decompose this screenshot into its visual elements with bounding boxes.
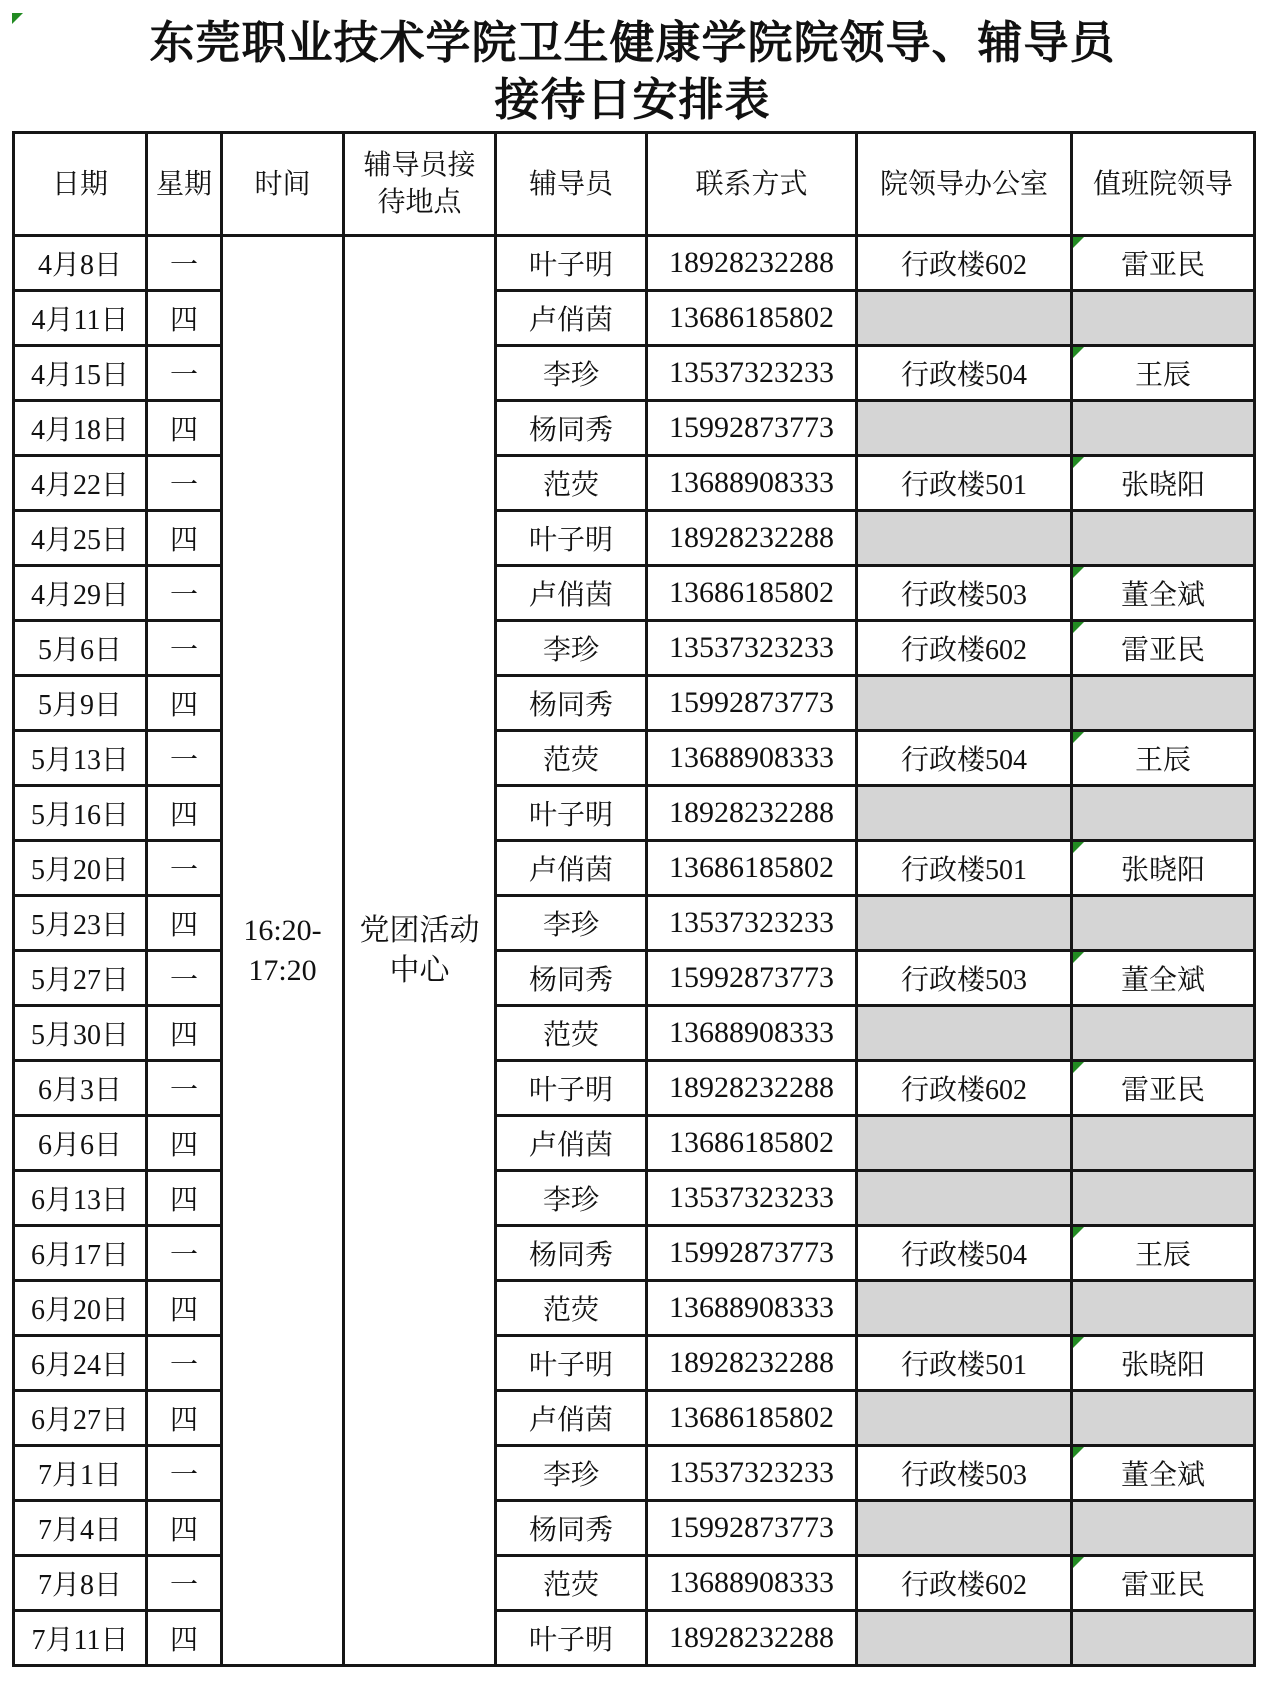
office-cell <box>857 1171 1072 1226</box>
date-cell: 6月24日 <box>14 1336 147 1391</box>
leader-name: 王辰 <box>1134 1240 1191 1271</box>
leader-cell <box>1072 1281 1255 1336</box>
office-cell: 行政楼503 <box>857 1446 1072 1501</box>
counselor-cell: 叶子明 <box>496 1611 647 1666</box>
date-cell: 7月8日 <box>14 1556 147 1611</box>
date-cell: 5月23日 <box>14 896 147 951</box>
phone-cell: 18928232288 <box>647 1061 857 1116</box>
office-cell <box>857 291 1072 346</box>
office-cell <box>857 676 1072 731</box>
table-row <box>14 1556 1255 1611</box>
phone-cell: 13688908333 <box>647 1281 857 1336</box>
leader-name: 雷亚民 <box>1120 1075 1205 1106</box>
leader-cell <box>1072 566 1255 621</box>
header-contact: 联系方式 <box>647 133 857 236</box>
phone-cell: 13688908333 <box>647 456 857 511</box>
weekday-cell: 一 <box>147 346 222 401</box>
phone-cell: 13688908333 <box>647 731 857 786</box>
table-row <box>14 291 1255 346</box>
office-cell: 行政楼602 <box>857 236 1072 291</box>
counselor-cell: 李珍 <box>496 896 647 951</box>
time-cell <box>222 236 344 1666</box>
leader-name: 董全斌 <box>1120 1460 1205 1491</box>
error-indicator-icon <box>1073 622 1084 633</box>
error-indicator-icon <box>12 13 23 24</box>
date-cell: 4月25日 <box>14 511 147 566</box>
error-indicator-icon <box>1073 567 1084 578</box>
leader-cell <box>1072 786 1255 841</box>
weekday-cell: 一 <box>147 951 222 1006</box>
date-cell: 7月1日 <box>14 1446 147 1501</box>
table-row <box>14 1391 1255 1446</box>
weekday-cell: 一 <box>147 236 222 291</box>
phone-cell: 13686185802 <box>647 1391 857 1446</box>
error-indicator-icon <box>1073 1447 1084 1458</box>
error-indicator-icon <box>1073 1557 1084 1568</box>
leader-name: 王辰 <box>1134 360 1191 391</box>
weekday-cell: 四 <box>147 401 222 456</box>
header-office: 院领导办公室 <box>857 133 1072 236</box>
date-cell: 7月11日 <box>14 1611 147 1666</box>
leader-cell <box>1072 1446 1255 1501</box>
counselor-cell: 李珍 <box>496 346 647 401</box>
date-cell: 6月13日 <box>14 1171 147 1226</box>
counselor-cell: 叶子明 <box>496 511 647 566</box>
counselor-cell: 范荧 <box>496 1556 647 1611</box>
error-indicator-icon <box>1073 457 1084 468</box>
error-indicator-icon <box>1073 732 1084 743</box>
table-row <box>14 1171 1255 1226</box>
date-cell: 7月4日 <box>14 1501 147 1556</box>
location-line-2: 中心 <box>389 953 450 987</box>
office-cell: 行政楼504 <box>857 731 1072 786</box>
weekday-cell: 一 <box>147 566 222 621</box>
leader-cell <box>1072 841 1255 896</box>
office-cell: 行政楼504 <box>857 346 1072 401</box>
phone-cell: 13688908333 <box>647 1556 857 1611</box>
header-weekday: 星期 <box>147 133 222 236</box>
table-row <box>14 731 1255 786</box>
leader-cell <box>1072 291 1255 346</box>
counselor-cell: 叶子明 <box>496 1061 647 1116</box>
header-location-line-2: 待地点 <box>377 187 462 218</box>
leader-cell <box>1072 1116 1255 1171</box>
phone-cell: 18928232288 <box>647 1336 857 1391</box>
table-row <box>14 456 1255 511</box>
office-cell <box>857 1611 1072 1666</box>
office-cell: 行政楼602 <box>857 621 1072 676</box>
office-cell <box>857 1501 1072 1556</box>
leader-name: 张晓阳 <box>1120 1350 1205 1381</box>
table-row <box>14 566 1255 621</box>
weekday-cell: 四 <box>147 1006 222 1061</box>
leader-cell <box>1072 1391 1255 1446</box>
error-indicator-icon <box>1073 1062 1084 1073</box>
date-cell: 6月3日 <box>14 1061 147 1116</box>
date-cell: 6月17日 <box>14 1226 147 1281</box>
table-row <box>14 1281 1255 1336</box>
leader-name: 王辰 <box>1134 745 1191 776</box>
error-indicator-icon <box>1073 1337 1084 1348</box>
weekday-cell: 一 <box>147 1556 222 1611</box>
table-row <box>14 1116 1255 1171</box>
phone-cell: 13537323233 <box>647 621 857 676</box>
weekday-cell: 一 <box>147 1226 222 1281</box>
weekday-cell: 四 <box>147 1171 222 1226</box>
date-cell: 4月11日 <box>14 291 147 346</box>
counselor-cell: 杨同秀 <box>496 1226 647 1281</box>
weekday-cell: 四 <box>147 1611 222 1666</box>
weekday-cell: 一 <box>147 1336 222 1391</box>
error-indicator-icon <box>1073 842 1084 853</box>
office-cell <box>857 1116 1072 1171</box>
office-cell: 行政楼501 <box>857 456 1072 511</box>
phone-cell: 13537323233 <box>647 1446 857 1501</box>
leader-cell <box>1072 1006 1255 1061</box>
leader-name: 雷亚民 <box>1120 250 1205 281</box>
header-time: 时间 <box>222 133 344 236</box>
weekday-cell: 一 <box>147 1061 222 1116</box>
schedule-sheet <box>12 12 1253 1667</box>
counselor-cell: 李珍 <box>496 1171 647 1226</box>
leader-cell <box>1072 1226 1255 1281</box>
date-cell: 6月27日 <box>14 1391 147 1446</box>
counselor-cell: 范荧 <box>496 1281 647 1336</box>
leader-name: 张晓阳 <box>1120 855 1205 886</box>
leader-cell <box>1072 896 1255 951</box>
leader-cell <box>1072 236 1255 291</box>
leader-cell <box>1072 401 1255 456</box>
leader-name: 董全斌 <box>1120 965 1205 996</box>
phone-cell: 15992873773 <box>647 951 857 1006</box>
header-location <box>344 133 496 236</box>
table-row <box>14 236 1255 291</box>
error-indicator-icon <box>1073 347 1084 358</box>
leader-cell <box>1072 1171 1255 1226</box>
office-cell <box>857 1391 1072 1446</box>
phone-cell: 15992873773 <box>647 401 857 456</box>
leader-cell <box>1072 456 1255 511</box>
table-row <box>14 1061 1255 1116</box>
leader-cell <box>1072 346 1255 401</box>
phone-cell: 13688908333 <box>647 1006 857 1061</box>
table-row <box>14 1226 1255 1281</box>
phone-cell: 13686185802 <box>647 841 857 896</box>
table-row <box>14 1501 1255 1556</box>
weekday-cell: 四 <box>147 896 222 951</box>
counselor-cell: 范荧 <box>496 731 647 786</box>
date-cell: 5月16日 <box>14 786 147 841</box>
page-title <box>12 12 1253 131</box>
office-cell: 行政楼501 <box>857 1336 1072 1391</box>
table-row <box>14 1446 1255 1501</box>
office-cell <box>857 1006 1072 1061</box>
phone-cell: 18928232288 <box>647 786 857 841</box>
leader-name: 雷亚民 <box>1120 1570 1205 1601</box>
date-cell: 6月20日 <box>14 1281 147 1336</box>
table-row <box>14 786 1255 841</box>
weekday-cell: 四 <box>147 291 222 346</box>
leader-name: 张晓阳 <box>1120 470 1205 501</box>
phone-cell: 18928232288 <box>647 1611 857 1666</box>
leader-name: 董全斌 <box>1120 580 1205 611</box>
table-row <box>14 621 1255 676</box>
page-title-line-1: 东莞职业技术学院卫生健康学院院领导、辅导员 <box>149 17 1116 68</box>
counselor-cell: 卢俏茵 <box>496 1391 647 1446</box>
weekday-cell: 四 <box>147 1281 222 1336</box>
leader-cell <box>1072 731 1255 786</box>
weekday-cell: 四 <box>147 1391 222 1446</box>
counselor-cell: 杨同秀 <box>496 1501 647 1556</box>
date-cell: 5月13日 <box>14 731 147 786</box>
counselor-cell: 杨同秀 <box>496 676 647 731</box>
office-cell <box>857 786 1072 841</box>
table-row <box>14 511 1255 566</box>
leader-cell <box>1072 511 1255 566</box>
error-indicator-icon <box>1073 237 1084 248</box>
header-row <box>14 133 1255 236</box>
date-cell: 4月22日 <box>14 456 147 511</box>
weekday-cell: 一 <box>147 1446 222 1501</box>
table-row <box>14 951 1255 1006</box>
counselor-cell: 杨同秀 <box>496 951 647 1006</box>
leader-name: 雷亚民 <box>1120 635 1205 666</box>
office-cell: 行政楼602 <box>857 1556 1072 1611</box>
counselor-cell: 卢俏茵 <box>496 291 647 346</box>
counselor-cell: 叶子明 <box>496 1336 647 1391</box>
error-indicator-icon <box>1073 1227 1084 1238</box>
table-row <box>14 841 1255 896</box>
leader-cell <box>1072 951 1255 1006</box>
office-cell <box>857 896 1072 951</box>
phone-cell: 13537323233 <box>647 1171 857 1226</box>
weekday-cell: 一 <box>147 731 222 786</box>
weekday-cell: 四 <box>147 786 222 841</box>
header-date: 日期 <box>14 133 147 236</box>
leader-cell <box>1072 621 1255 676</box>
date-cell: 4月8日 <box>14 236 147 291</box>
date-cell: 5月30日 <box>14 1006 147 1061</box>
counselor-cell: 杨同秀 <box>496 401 647 456</box>
phone-cell: 13537323233 <box>647 346 857 401</box>
weekday-cell: 一 <box>147 841 222 896</box>
date-cell: 5月20日 <box>14 841 147 896</box>
counselor-cell: 叶子明 <box>496 236 647 291</box>
office-cell <box>857 511 1072 566</box>
counselor-cell: 李珍 <box>496 621 647 676</box>
counselor-cell: 范荧 <box>496 456 647 511</box>
location-cell <box>344 236 496 1666</box>
weekday-cell: 四 <box>147 511 222 566</box>
phone-cell: 15992873773 <box>647 1501 857 1556</box>
table-row <box>14 1006 1255 1061</box>
date-cell: 4月29日 <box>14 566 147 621</box>
counselor-cell: 卢俏茵 <box>496 841 647 896</box>
phone-cell: 18928232288 <box>647 236 857 291</box>
date-cell: 5月27日 <box>14 951 147 1006</box>
weekday-cell: 一 <box>147 456 222 511</box>
office-cell: 行政楼501 <box>857 841 1072 896</box>
counselor-cell: 叶子明 <box>496 786 647 841</box>
phone-cell: 15992873773 <box>647 1226 857 1281</box>
table-row <box>14 401 1255 456</box>
leader-cell <box>1072 676 1255 731</box>
date-cell: 4月15日 <box>14 346 147 401</box>
date-cell: 6月6日 <box>14 1116 147 1171</box>
leader-cell <box>1072 1556 1255 1611</box>
time-line-1: 16:20- <box>243 913 322 947</box>
weekday-cell: 一 <box>147 621 222 676</box>
leader-cell <box>1072 1336 1255 1391</box>
weekday-cell: 四 <box>147 1501 222 1556</box>
leader-cell <box>1072 1501 1255 1556</box>
office-cell: 行政楼503 <box>857 566 1072 621</box>
schedule-table <box>12 131 1256 1667</box>
header-leader: 值班院领导 <box>1072 133 1255 236</box>
phone-cell: 13686185802 <box>647 291 857 346</box>
phone-cell: 18928232288 <box>647 511 857 566</box>
table-row <box>14 676 1255 731</box>
office-cell: 行政楼503 <box>857 951 1072 1006</box>
leader-cell <box>1072 1611 1255 1666</box>
location-line-1: 党团活动 <box>359 913 480 947</box>
counselor-cell: 卢俏茵 <box>496 1116 647 1171</box>
table-row <box>14 346 1255 401</box>
table-row <box>14 1611 1255 1666</box>
phone-cell: 15992873773 <box>647 676 857 731</box>
counselor-cell: 范荧 <box>496 1006 647 1061</box>
weekday-cell: 四 <box>147 1116 222 1171</box>
office-cell <box>857 1281 1072 1336</box>
counselor-cell: 卢俏茵 <box>496 566 647 621</box>
table-row <box>14 896 1255 951</box>
date-cell: 5月6日 <box>14 621 147 676</box>
header-location-line-1: 辅导员接 <box>363 150 476 181</box>
time-line-2: 17:20 <box>248 953 317 987</box>
error-indicator-icon <box>1073 952 1084 963</box>
schedule-body <box>14 236 1255 1666</box>
phone-cell: 13686185802 <box>647 566 857 621</box>
page-title-line-2: 接待日安排表 <box>494 74 771 125</box>
header-counselor: 辅导员 <box>496 133 647 236</box>
office-cell: 行政楼504 <box>857 1226 1072 1281</box>
date-cell: 4月18日 <box>14 401 147 456</box>
phone-cell: 13537323233 <box>647 896 857 951</box>
leader-cell <box>1072 1061 1255 1116</box>
table-row <box>14 1336 1255 1391</box>
weekday-cell: 四 <box>147 676 222 731</box>
phone-cell: 13686185802 <box>647 1116 857 1171</box>
date-cell: 5月9日 <box>14 676 147 731</box>
office-cell <box>857 401 1072 456</box>
counselor-cell: 李珍 <box>496 1446 647 1501</box>
office-cell: 行政楼602 <box>857 1061 1072 1116</box>
